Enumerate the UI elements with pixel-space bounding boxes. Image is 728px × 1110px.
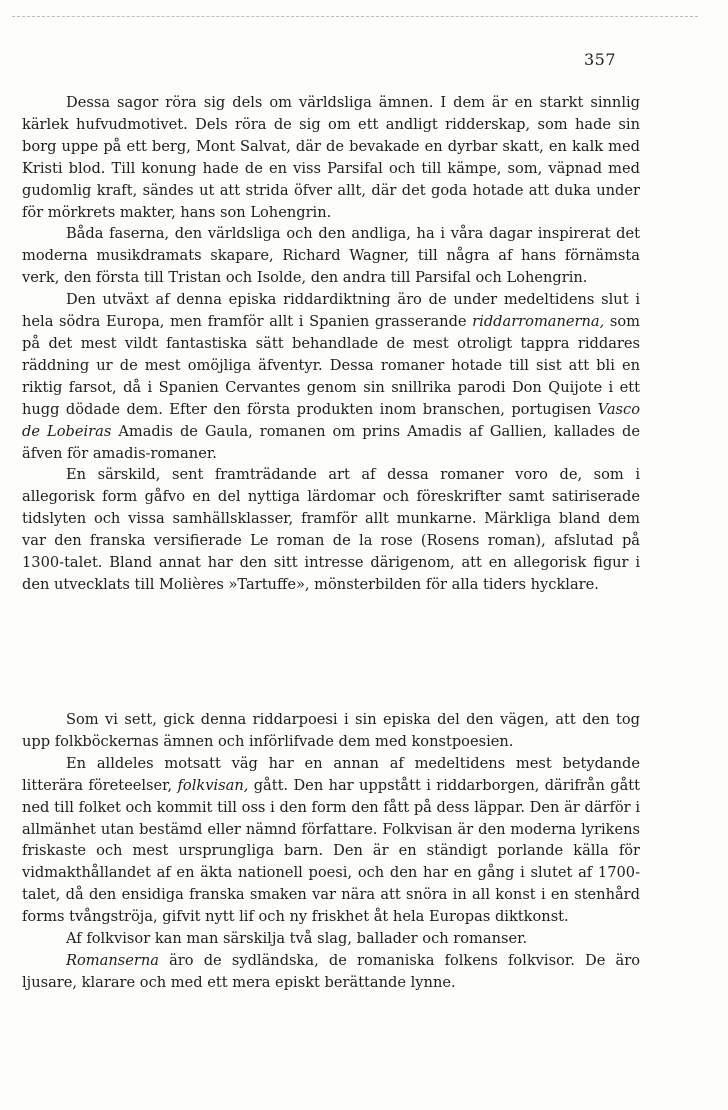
italic-term: riddarromanerna, [472,313,605,331]
italic-term: Romanserna [66,951,159,969]
text-run: En särskild, sent framträdande art af dessa romaner voro de, som i allegorisk form gåfvo en del nyttiga lärdomar och föreskrifter samt satiriserade tidslyten och vissa samhällsklasser, framför allt munkarne. Märkliga bland dem var den franska versifierade Le roman de la rose (Rosens roman), afslutad på 1300-talet. Bland annat har den sitt intresse därigenom, att en allegorisk figur i den utvecklats till Molières »Tartuffe», mönsterbilden för alla tiders hycklare. [22,466,640,593]
text-section-1 [22,92,640,596]
text-run: Af folkvisor kan man särskilja två slag, ballader och romanser. [66,930,528,948]
paragraph [22,223,640,289]
top-edge-rule [12,16,698,17]
text-run: Båda faserna, den världsliga och den andliga, ha i våra dagar inspirerat det moderna musikdramats skapare, Richard Wagner, till några af hans förnämsta verk, den första till Tristan och Isolde, den andra till Parsifal och Lohengrin. [22,225,640,287]
paragraph [22,753,640,928]
page-number: 357 [583,50,616,69]
text-run: som på det mest vildt fantastiska sätt behandlade de mest otroligt tappra riddares räddning ur de mest omöjliga äfventyr. Dessa romaner hotade till sist att bli en riktig farsot, då i Spanien Cervantes genom sin snillrika parodi Don Quijote i ett hugg dödade dem. Efter den första produkten inom branschen, portugisen [22,313,640,418]
paragraph [22,950,640,994]
italic-term: Vasco de Lobeiras [22,400,640,440]
text-section-2 [22,709,640,994]
paragraph [22,464,640,595]
text-run: Som vi sett, gick denna riddarpoesi i sin episka del den vägen, att den tog upp folkböckernas ämnen och införlifvade dem med konstpoesien. [22,711,640,750]
paragraph [22,709,640,753]
paragraph [22,289,640,464]
text-run: äro de sydländska, de romaniska folkens folkvisor. De äro ljusare, klarare och med ett mera episkt berättande lynne. [22,951,640,991]
italic-term: folkvisan, [177,776,249,794]
text-run: En alldeles motsatt väg har en annan af medeltidens mest betydande litterära företeelser, [22,754,640,794]
paragraph [22,92,640,223]
text-run: Amadis de Gaula, romanen om prins Amadis af Gallien, kallades de äfven för amadis-romaner. [22,422,640,462]
text-run: gått. Den har uppstått i riddarborgen, därifrån gått ned till folket och kommit till oss i den form den fått på dess läppar. Den är därför i allmänhet utan bestämd eller nämnd författare. Folkvisan är den moderna lyrikens friskaste och mest ursprungliga barn. Den är en ständigt porlande källa för vidmakthållandet af en äkta nationell poesi, och den har en gång i slutet af 1700-talet, då den ensidiga franska smaken var nära att snöra in all konst i en stenhård forms tvångströja, gifvit nytt lif och ny friskhet åt hela Europas diktkonst. [22,776,641,926]
text-run: Den utväxt af denna episka riddardiktning äro de under medeltidens slut i hela södra Europa, men framför allt i Spanien grasserande [22,291,640,331]
text-run: Dessa sagor röra sig dels om världsliga ämnen. I dem är en starkt sinnlig kärlek hufvudmotivet. Dels röra de sig om ett andligt ridderskap, som hade sin borg uppe på ett berg, Mont Salvat, där de bevakade en dyrbar skatt, en kalk med Kristi blod. Till konung hade de en viss Parsifal och till kämpe, som, väpnad med gudomlig kraft, sändes ut att strida öfver allt, där det goda hotade att duka under för mörkrets makter, hans son Lohengrin. [22,94,640,221]
paragraph [22,928,640,950]
